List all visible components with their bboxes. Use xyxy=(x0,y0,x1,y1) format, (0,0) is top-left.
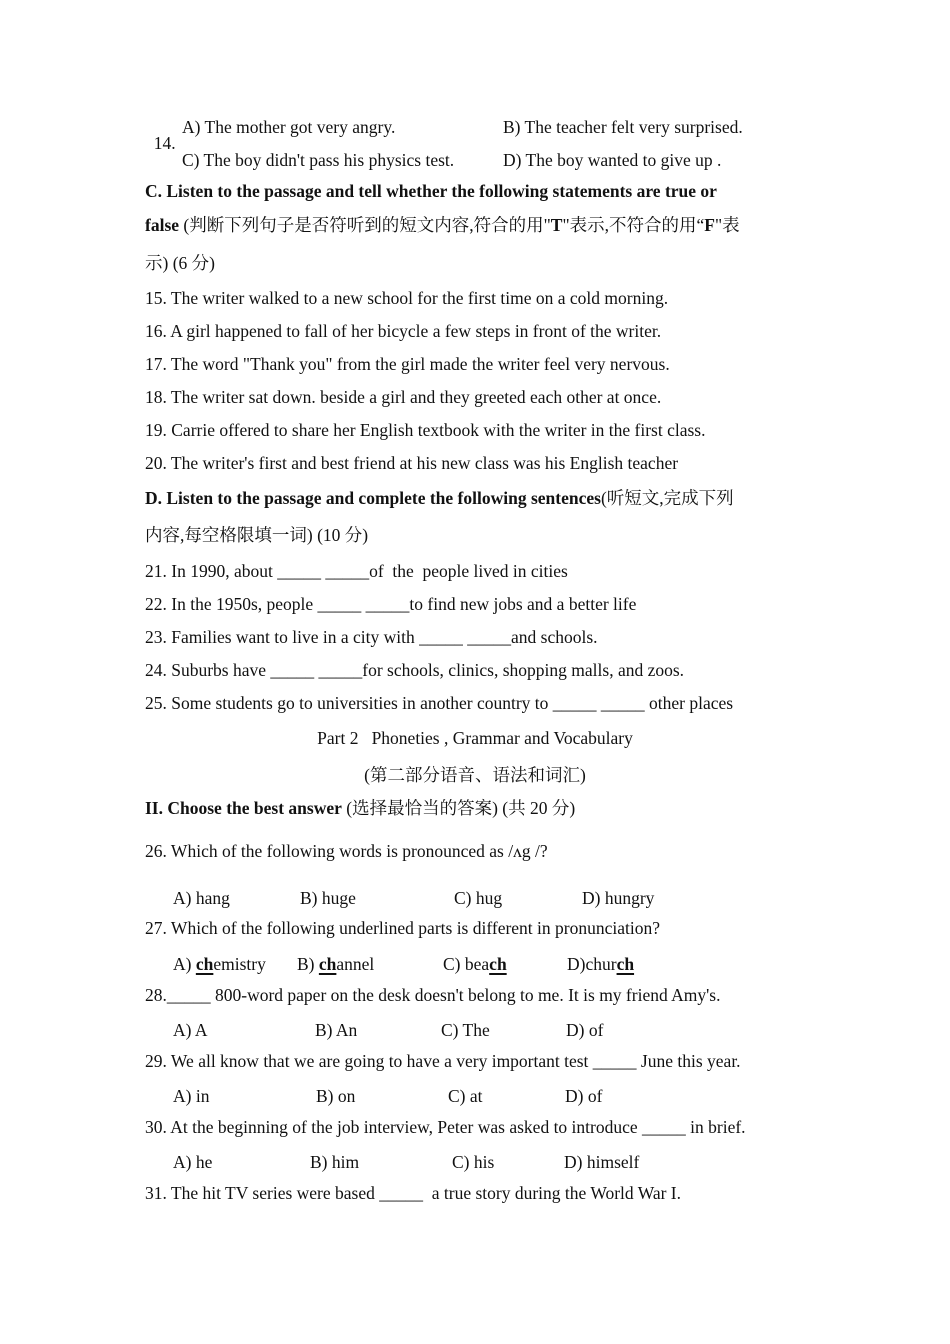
fill-21: 21. In 1990, about _____ _____of the people lived in cities xyxy=(145,561,568,581)
underlined-part: ch xyxy=(318,954,337,974)
section-d-score: 内容,每空格限填一词) (10 分) xyxy=(145,525,369,545)
option-c: C) his xyxy=(452,1152,495,1172)
part-2-subtitle: (第二部分语音、语法和词汇) xyxy=(364,765,586,785)
option-c: C) at xyxy=(448,1086,483,1106)
option-a: A) in xyxy=(173,1086,210,1106)
fill-25: 25. Some students go to universities in another country to _____ _____ other places xyxy=(145,693,734,713)
statement-18: 18. The writer sat down. beside a girl and they greeted each other at once. xyxy=(145,387,662,407)
option-c: C) The boy didn't pass his physics test. xyxy=(182,150,455,170)
fill-23: 23. Families want to live in a city with _____ _____and schools. xyxy=(145,627,598,647)
question-31: 31. The hit TV series were based _____ a true story during the World War I. xyxy=(145,1183,682,1203)
question-28: 28._____ 800-word paper on the desk doesn't belong to me. It is my friend Amy's. xyxy=(145,985,721,1005)
option-text: annel xyxy=(336,954,375,974)
f-label: F xyxy=(704,215,715,235)
option-d: D) of xyxy=(566,1020,604,1040)
option-c: C) The xyxy=(441,1020,490,1040)
underlined-part: ch xyxy=(195,954,214,974)
statement-17: 17. The word "Thank you" from the girl made the writer feel very nervous. xyxy=(145,354,670,374)
option-a: A) The mother got very angry. xyxy=(182,117,396,137)
option-a: A) he xyxy=(173,1152,213,1172)
question-29: 29. We all know that we are going to have a very important test _____ June this year. xyxy=(145,1051,741,1071)
option-label: C) bea xyxy=(443,954,490,974)
option-c: C) hug xyxy=(454,888,503,908)
question-number: 14. xyxy=(153,132,176,153)
option-c xyxy=(443,954,507,975)
section-ii-title: II. Choose the best answer xyxy=(145,798,342,818)
section-d-heading xyxy=(145,490,734,508)
question-14-row1 xyxy=(145,117,176,152)
option-a: A) hang xyxy=(173,888,230,908)
option-text: emistry xyxy=(213,954,266,974)
option-d: D) hungry xyxy=(582,888,655,908)
false-label: false xyxy=(145,215,180,235)
statement-20: 20. The writer's first and best friend at his new class was his English teacher xyxy=(145,453,679,473)
option-d: D) The boy wanted to give up . xyxy=(503,150,722,170)
fill-24: 24. Suburbs have _____ _____for schools, clinics, shopping malls, and zoos. xyxy=(145,660,685,680)
t-label: T xyxy=(550,215,563,235)
option-label: B) xyxy=(297,954,319,974)
option-b: B) huge xyxy=(300,888,356,908)
question-30: 30. At the beginning of the job interview, Peter was asked to introduce _____ in brief. xyxy=(145,1117,746,1137)
section-d-instr: (听短文,完成下列 xyxy=(600,488,734,508)
section-ii-heading xyxy=(145,800,575,818)
option-b: B) him xyxy=(310,1152,360,1172)
option-b: B) An xyxy=(315,1020,358,1040)
option-d: D) of xyxy=(565,1086,603,1106)
underlined-part: ch xyxy=(616,954,635,974)
statement-16: 16. A girl happened to fall of her bicycle a few steps in front of the writer. xyxy=(145,321,662,341)
section-c-score: 示) (6 分) xyxy=(145,253,215,273)
instr-text-b: "表示,不符合的用“ xyxy=(562,215,705,235)
option-label: A) xyxy=(173,954,196,974)
statement-15: 15. The writer walked to a new school for the first time on a cold morning. xyxy=(145,288,669,308)
instr-text-a: (判断下列句子是否符听到的短文内容,符合的用" xyxy=(179,215,551,235)
section-c-instructions xyxy=(145,217,740,235)
fill-22: 22. In the 1950s, people _____ _____to find new jobs and a better life xyxy=(145,594,637,614)
underlined-part: ch xyxy=(489,954,507,974)
option-label: D)chur xyxy=(567,954,617,974)
part-2-title: Part 2 Phoneties , Grammar and Vocabulary xyxy=(317,728,633,748)
option-a xyxy=(173,954,266,975)
option-b: B) on xyxy=(316,1086,356,1106)
option-d: D) himself xyxy=(564,1152,640,1172)
option-b xyxy=(297,954,374,975)
option-a: A) A xyxy=(173,1020,208,1040)
question-26: 26. Which of the following words is pronounced as /ʌg /? xyxy=(145,841,548,861)
statement-19: 19. Carrie offered to share her English textbook with the writer in the first class. xyxy=(145,420,706,440)
instr-text-c: "表 xyxy=(714,215,740,235)
option-b: B) The teacher felt very surprised. xyxy=(503,117,743,137)
section-c-heading: C. Listen to the passage and tell whether the following statements are true or xyxy=(145,181,717,201)
option-d xyxy=(567,954,634,975)
section-d-title: D. Listen to the passage and complete the following sentences xyxy=(145,488,601,508)
section-ii-instr: (选择最恰当的答案) (共 20 分) xyxy=(341,798,576,818)
question-27: 27. Which of the following underlined parts is different in pronunciation? xyxy=(145,918,660,938)
